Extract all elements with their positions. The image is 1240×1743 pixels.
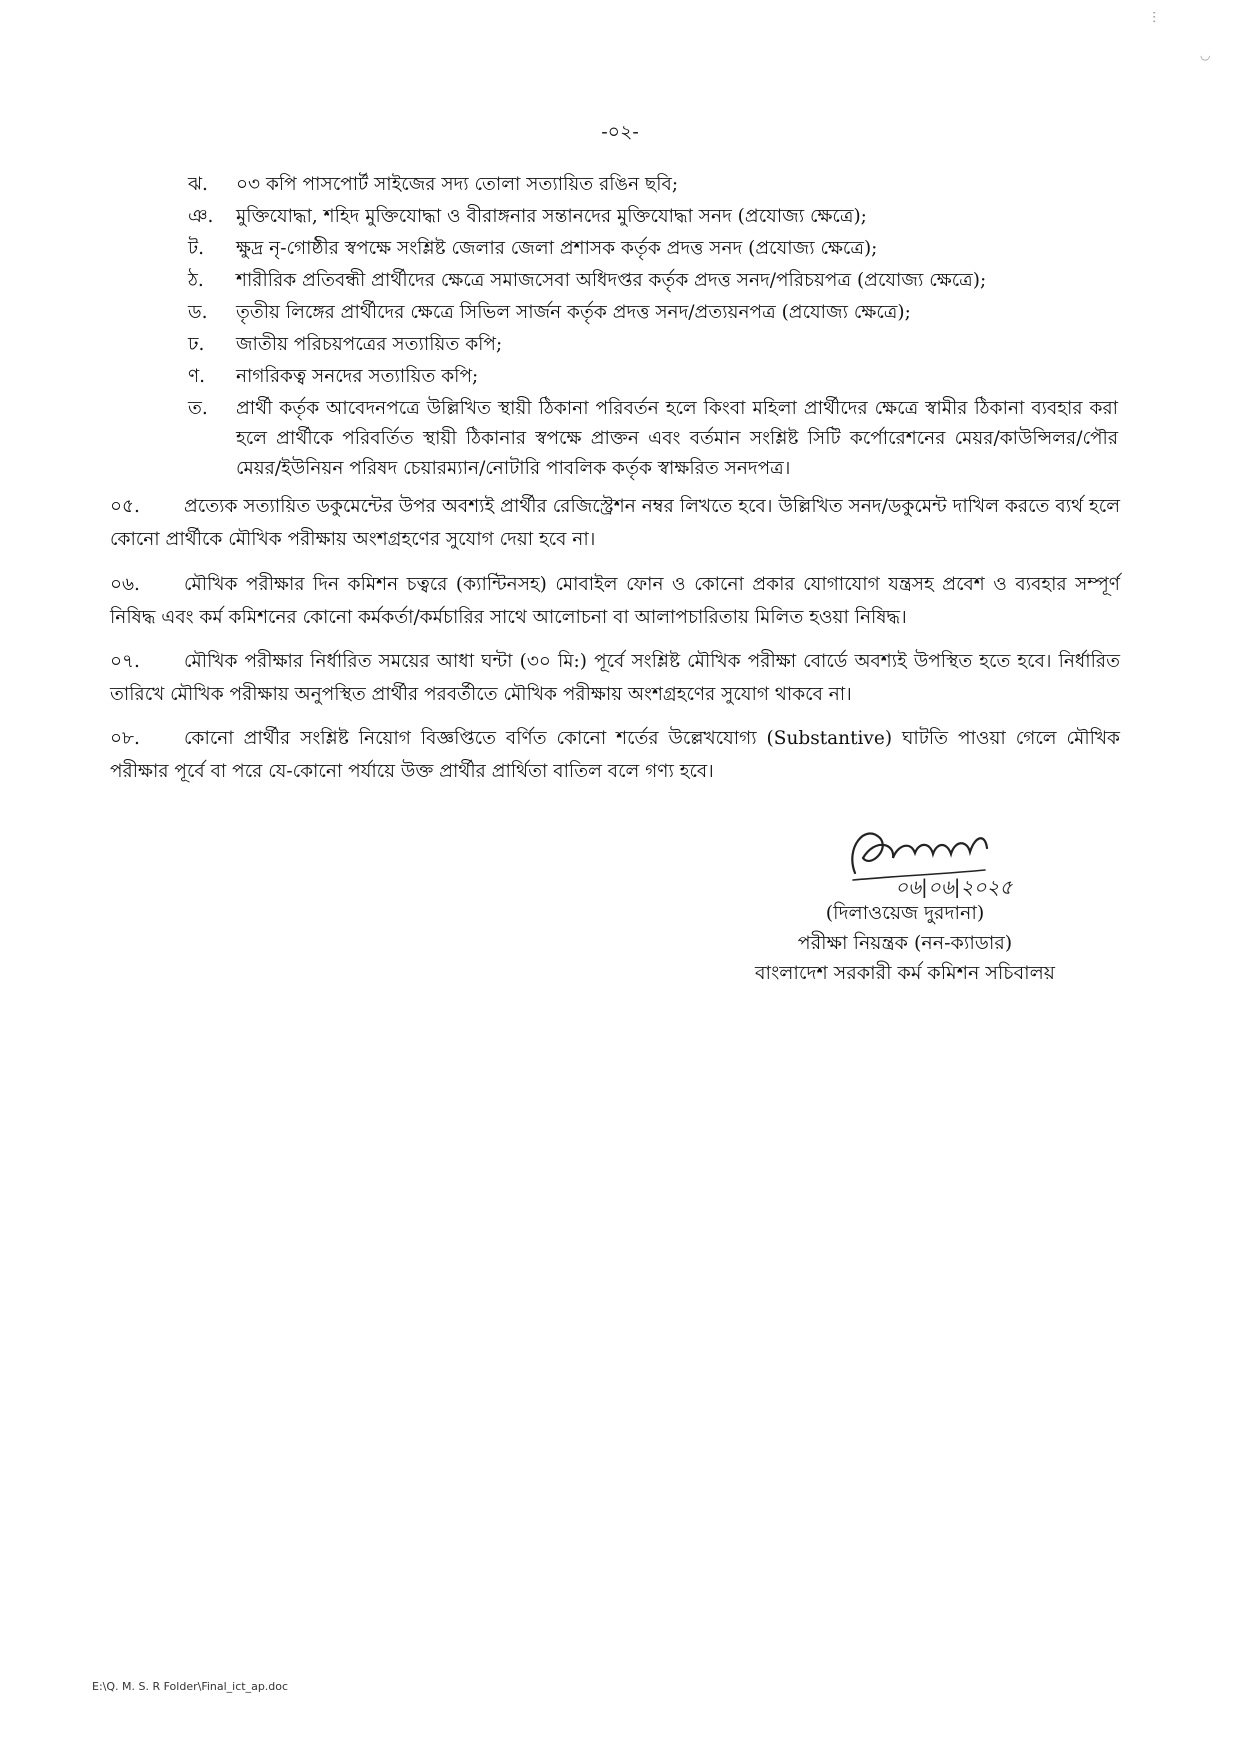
signatory-designation: পরীক্ষা নিয়ন্ত্রক (নন-ক্যাডার) [797,932,1013,954]
paragraph-07 [110,645,1120,711]
scan-speck: ◡ [1200,48,1211,62]
list-marker: ত. [188,398,208,419]
list-marker: ট. [188,238,204,259]
list-text: ০৩ কপি পাসপোর্ট সাইজের সদ্য তোলা সত্যায়িত রঙিন ছবি; [236,174,679,195]
list-marker: ঠ. [188,270,204,291]
list-marker: ণ. [188,366,206,387]
paragraph-number: ০৬. [110,574,140,595]
list-marker: ঢ. [188,334,205,355]
list-item [188,266,1118,296]
list-text: মুক্তিযোদ্ধা, শহিদ মুক্তিযোদ্ধা ও বীরাঙ্গনার সন্তানদের মুক্তিযোদ্ধা সনদ (প্রযোজ্য ক্ষেত্রে); [236,206,867,227]
list-marker: ঞ. [188,206,214,227]
signatory-name: (দিলাওয়েজ দুরদানা) [825,902,985,924]
handwritten-signature [835,818,1055,898]
paragraph-text: মৌখিক পরীক্ষার দিন কমিশন চত্বরে (ক্যান্টিনসহ) মোবাইল ফোন ও কোনো প্রকার যোগাযোগ যন্ত্রসহ প্রবেশ ও ব্যবহার সম্পূর্ণ নিষিদ্ধ এবং কর্ম কমিশনের কোনো কর্মকর্তা/কর্মচারির সাথে আলোচনা বা আলাপচারিতায় মিলিত হওয়া নিষিদ্ধ। [110,574,1120,628]
page-number: -০২- [601,121,639,143]
paragraph-text: প্রত্যেক সত্যায়িত ডকুমেন্টের উপর অবশ্যই প্রার্থীর রেজিস্ট্রেশন নম্বর লিখতে হবে। উল্লিখিত সনদ/ডকুমেন্ট দাখিল করতে ব্যর্থ হলে কোনো প্রার্থীকে মৌখিক পরীক্ষায় অংশগ্রহণের সুযোগ দেয়া হবে না। [110,496,1120,550]
list-item [188,170,1118,200]
list-item [188,298,1118,328]
paragraph-text: কোনো প্রার্থীর সংশ্লিষ্ট নিয়োগ বিজ্ঞপ্তিতে বর্ণিত কোনো শর্তের উল্লেখযোগ্য (Substantive) ঘাটতি পাওয়া গেলে মৌখিক পরীক্ষার পূর্বে বা পরে যে-কোনো পর্যায়ে উক্ত প্রার্থীর প্রার্থিতা বাতিল বলে গণ্য হবে। [110,728,1120,782]
paragraph-number: ০৫. [110,496,140,517]
list-text: নাগরিকত্ব সনদের সত্যায়িত কপি; [236,366,479,387]
document-list [188,170,1118,486]
list-marker: ড. [188,302,208,323]
list-item [188,362,1118,392]
paragraph-06 [110,568,1120,634]
list-item [188,394,1118,484]
paragraph-number: ০৮. [110,728,140,749]
list-item [188,234,1118,264]
list-item [188,330,1118,360]
list-text: শারীরিক প্রতিবন্ধী প্রার্থীদের ক্ষেত্রে সমাজসেবা অধিদপ্তর কর্তৃক প্রদত্ত সনদ/পরিচয়পত্র (প্রযোজ্য ক্ষেত্রে); [236,270,987,291]
paragraph-08 [110,722,1120,788]
list-text: জাতীয় পরিচয়পত্রের সত্যায়িত কপি; [236,334,503,355]
paragraph-05 [110,490,1120,556]
file-path-footer: E:\Q. M. S. R Folder\Final_ict_ap.doc [92,1680,289,1693]
paragraph-number: ০৭. [110,651,140,672]
scan-speck: ⵗ [1152,10,1157,26]
list-marker: ঝ. [188,174,208,195]
list-item [188,202,1118,232]
signature-date: ০৬|০৬|২০২৫ [895,875,1013,898]
signature-block [740,818,1070,988]
signatory-office: বাংলাদেশ সরকারী কর্ম কমিশন সচিবালয় [754,962,1055,984]
list-text: প্রার্থী কর্তৃক আবেদনপত্রে উল্লিখিত স্থায়ী ঠিকানা পরিবর্তন হলে কিংবা মহিলা প্রার্থীদের ক্ষেত্রে স্বামীর ঠিকানা ব্যবহার করা হলে প্রার্থীকে পরিবর্তিত স্থায়ী ঠিকানার স্বপক্ষে প্রাক্তন এবং বর্তমান সংশ্লিষ্ট সিটি কর্পোরেশনের মেয়র/কাউন্সিলর/পৌর মেয়র/ইউনিয়ন পরিষদ চেয়ারম্যান/নোটারি পাবলিক কর্তৃক স্বাক্ষরিত সনদপত্র। [236,398,1118,479]
list-text: ক্ষুদ্র নৃ-গোষ্ঠীর স্বপক্ষে সংশ্লিষ্ট জেলার জেলা প্রশাসক কর্তৃক প্রদত্ত সনদ (প্রযোজ্য ক্ষেত্রে); [236,238,878,259]
list-text: তৃতীয় লিঙ্গের প্রার্থীদের ক্ষেত্রে সিভিল সার্জন কর্তৃক প্রদত্ত সনদ/প্রত্যয়নপত্র (প্রযোজ্য ক্ষেত্রে); [236,302,911,323]
paragraph-text: মৌখিক পরীক্ষার নির্ধারিত সময়ের আধা ঘন্টা (৩০ মি:) পূর্বে সংশ্লিষ্ট মৌখিক পরীক্ষা বোর্ডে অবশ্যই উপস্থিত হতে হবে। নির্ধারিত তারিখে মৌখিক পরীক্ষায় অনুপস্থিত প্রার্থীর পরবর্তীতে মৌখিক পরীক্ষায় অংশগ্রহণের সুযোগ থাকবে না। [110,651,1120,705]
